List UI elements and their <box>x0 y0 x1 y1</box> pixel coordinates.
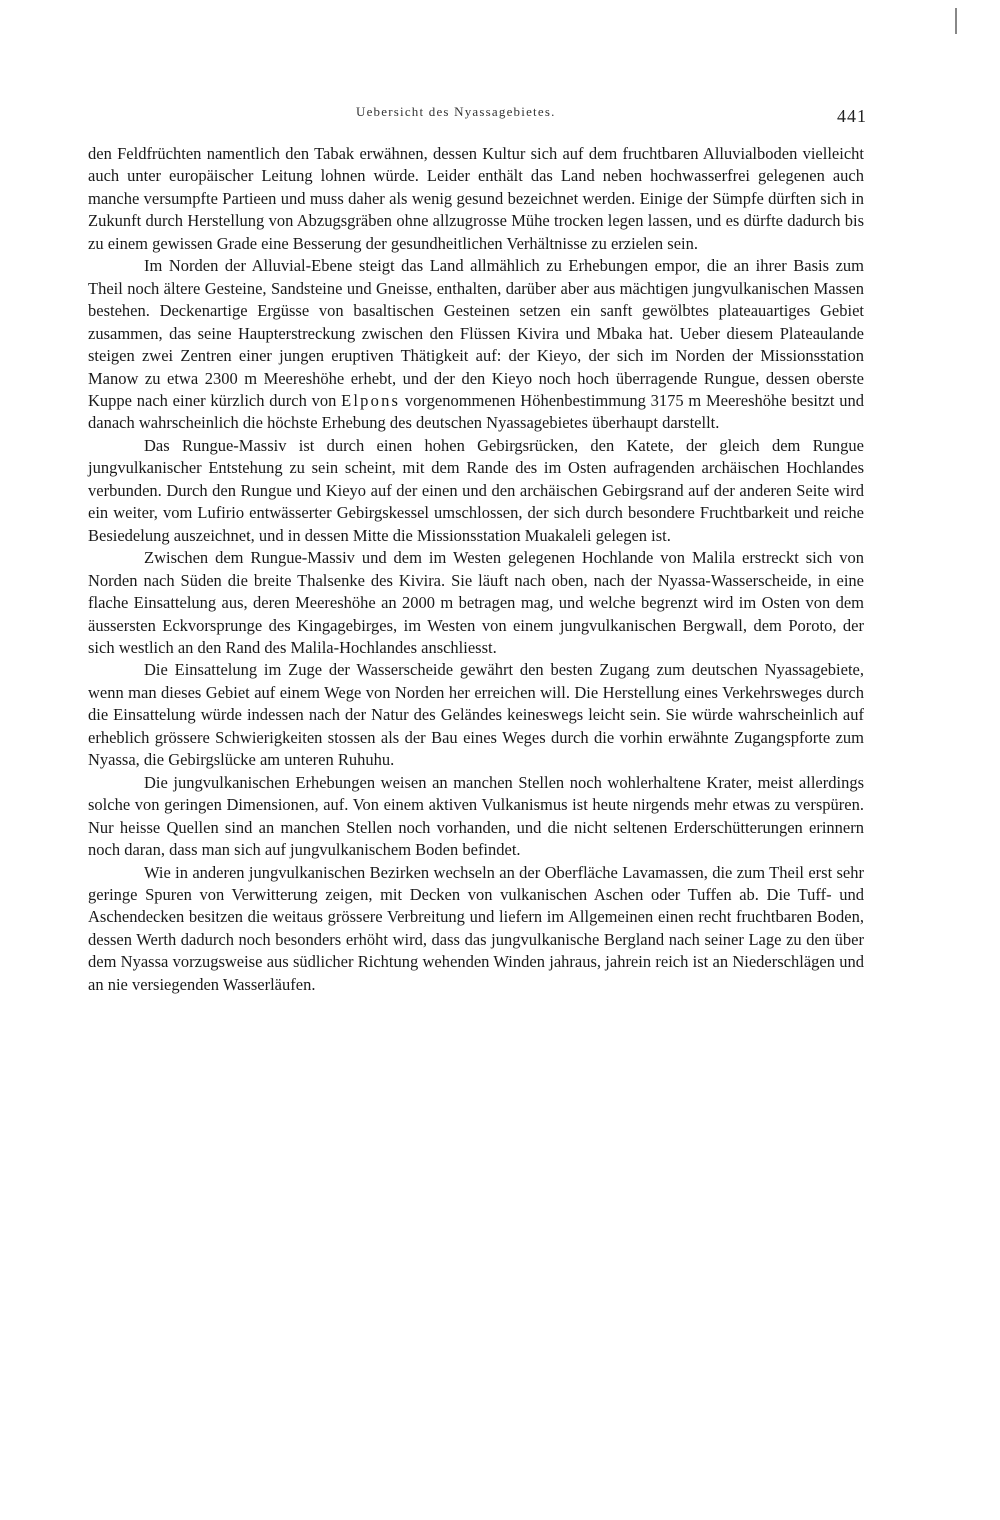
spaced-name-elpons: Elpons <box>341 390 401 410</box>
paragraph-5: Die Einsattelung im Zuge der Wasserscheide gewährt den besten Zugang zum deutschen Nyassagebiete, wenn man dieses Gebiet auf einem Wege von Norden her erreichen will. Die Herstellung eines Verkehrsweges durch die Einsattelung würde indessen nach der Natur des Geländes keineswegs leicht sein. Sie würde wahrscheinlich auf erheblich grössere Schwierigkeiten stossen als der Bau eines Weges durch die vorhin erwähnte Zugangspforte zum Nyassa, die Gebirgslücke am unteren Ruhuhu. <box>88 660 864 770</box>
paragraph-3: Das Rungue-Massiv ist durch einen hohen Gebirgsrücken, den Katete, der gleich dem Rungue jungvulkanischer Entstehung zu sein scheint, mit dem Rande des im Osten aufragenden archäischen Hochlandes verbunden. Durch den Rungue und Kieyo auf der einen und den archäischen Gebirgsrand auf der anderen Seite wird ein weiter, vom Lufirio entwässerter Gebirgskessel umschlossen, der sich durch besondere Fruchtbarkeit und reiche Besiedelung auszeichnet, und in dessen Mitte die Missionsstation Muakaleli gelegen ist. <box>88 435 864 545</box>
scan-edge-mark <box>955 8 957 34</box>
paragraph-2 <box>88 255 864 435</box>
paragraph-4: Zwischen dem Rungue-Massiv und dem im Westen gelegenen Hochlande von Malila erstreckt sich von Norden nach Süden die breite Thalsenke des Kivira. Sie läuft nach oben, nach der Nyassa-Wasserscheide, in eine flache Einsattelung aus, deren Meereshöhe an 2000 m betragen mag, und welche begrenzt wird im Osten von dem äussersten Eckvorsprunge des Kingagebirges, im Westen von einem jungvulkanischen Bergwall, dem Poroto, der sich westlich an den Rand des Malila-Hochlandes anschliesst. <box>88 548 864 657</box>
running-title: Uebersicht des Nyassagebietes. <box>356 104 556 119</box>
body-text <box>88 143 864 996</box>
paragraph-7: Wie in anderen jungvulkanischen Bezirken wechseln an der Oberfläche Lavamassen, die zum Theil erst sehr geringe Spuren von Verwitterung zeigen, mit Decken von vulkanischen Aschen oder Tuffen ab. Die Tuff- und Aschendecken besitzen die weitaus grössere Verbreitung und liefern im Allgemeinen einen recht fruchtbaren Boden, dessen Werth dadurch noch besonders erhöht wird, dass das jungvulkanische Bergland nach seiner Lage zu den über dem Nyassa vorzugsweise aus südlicher Richtung wehenden Winden jahraus, jahrein reich ist an Niederschlägen und an nie versiegenden Wasserläufen. <box>88 862 864 994</box>
paragraph-2-text-before: Im Norden der Alluvial-Ebene steigt das Land allmählich zu Erhebungen empor, die an ihrer Basis zum Theil noch ältere Gesteine, Sandsteine und Gneisse, enthalten, darüber aber aus mächtigen jungvulkanischen Massen bestehen. Deckenartige Ergüsse von basaltischen Gesteinen setzen ein sanft gewölbtes plateauartiges Gebiet zusammen, das seine Haupterstreckung zwischen den Flüssen Kivira und Mbaka hat. Ueber diesem Plateaulande steigen zwei Zentren einer jungen eruptiven Thätigkeit auf: der Kieyo, der sich im Norden der Missionsstation Manow zu etwa 2300 m Meereshöhe erhebt, und der den Kieyo noch hoch überragende Rungue, dessen oberste Kuppe nach einer kürzlich durch von <box>88 256 864 410</box>
paragraph-1: den Feldfrüchten namentlich den Tabak erwähnen, dessen Kultur sich auf dem fruchtbaren Alluvialboden vielleicht auch unter europäischer Leitung lohnen würde. Leider enthält das Land neben hochwasserfrei gelegenen auch manche versumpfte Partieen und muss daher als wenig gesund bezeichnet werden. Einige der Sümpfe dürften sich in Zukunft durch Herstellung von Abzugsgräben ohne allzugrosse Mühe trocken legen lassen, und es dürfte dadurch bis zu einem gewissen Grade eine Besserung der gesundheitlichen Verhältnisse zu erzielen sein. <box>88 144 864 253</box>
paragraph-6: Die jungvulkanischen Erhebungen weisen an manchen Stellen noch wohlerhaltene Krater, meist allerdings solche von geringen Dimensionen, auf. Von einem aktiven Vulkanismus ist heute nirgends mehr etwas zu verspüren. Nur heisse Quellen sind an manchen Stellen noch vorhanden, und die nicht seltenen Erderschütterungen erinnern noch daran, dass man sich auf jungvulkanischem Boden befindet. <box>88 772 864 860</box>
paragraph-2-text-after: vorgenommenen Höhenbestimmung 3175 m Meereshöhe besitzt und danach wahrscheinlich die höchste Erhebung des deutschen Nyassagebietes überhaupt darstellt. <box>88 390 864 433</box>
page-number: 441 <box>837 106 867 126</box>
